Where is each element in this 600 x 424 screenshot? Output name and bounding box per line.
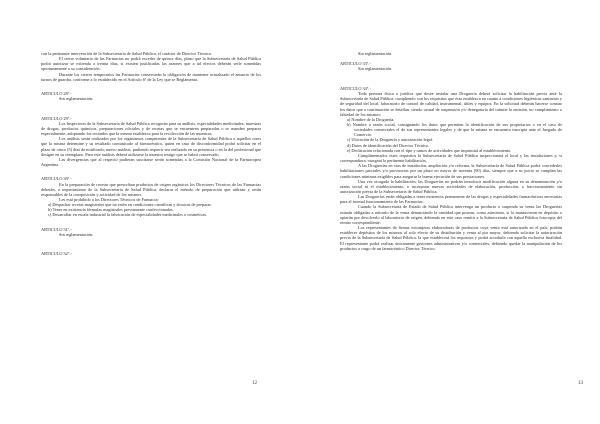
spacer (41, 242, 261, 247)
article-heading: ARTICULO 34º.- (340, 85, 371, 91)
paragraph: Durante los cierres temporarios las Farmacias conservarán la obligación de mantener actualizado el anuncio de los turnos de guardia, conforme a lo establecido en el Artículo 6º de la Ley que se Reglamenta. (41, 71, 261, 82)
spacer (41, 107, 261, 112)
article-heading: ARTICULO 28º.- (41, 91, 72, 97)
paragraph: Cuando la Subsecretaría de Estado de Salud Pública intervenga un producto o suspenda su venta las Droguerías estarán obligadas a retirarlo de la venta denunciando la cantidad que posean, como asimismo, si lo mantuvieran en depósito o optarán por devolverlo al laboratorio de origen, debiendo en este caso remitir a la Subsecretaría de Salud Pública fotocopia del remito correspondiente. (340, 204, 562, 225)
paragraph: Una vez otorgada la habilitación, las Droguerías no podrán introducir modificación alguna en su denominación y/o razón social ni el establecimiento, o incorporar nuevas actividades de elaboración, producción, o fraccionamiento sin autorización previa de la Subsecretaría de Salud Pública. (340, 178, 562, 195)
paragraph: Toda persona física o jurídica que desee instalar una Droguería deberá solicitar la habilitación previa ante la Subsecretaría de Salud Pública, cumpliendo con los requisitos que ésta establezca en cuanto a condiciones higiénicas sanitarias y de seguridad del local, laboratorio de control de calidad, instrumental, útiles y equipos. En la solicitud deberán hacerse constar los datos que a continuación se detallan, siendo causal de suspensión y/o denegatoria del trámite la omisión, no cumplimiento o falsedad de los mismos: (340, 91, 562, 117)
paragraph: Cumplimentados estos requisitos la Subsecretaría de Salud Pública inspeccionará el local y las instalaciones y, si correspondiera, otorgará la pertinente habilitación. (340, 152, 562, 164)
spacer (340, 77, 562, 82)
paragraph: Las Droguerías están obligadas a tener existencia permanente de las drogas y especialidades farmacéuticas necesarias para el normal funcionamiento de las Farmacias. (340, 194, 562, 205)
paragraph: ARTICULO 33º.- (340, 61, 371, 67)
right-page-text-column (340, 51, 562, 251)
no-regulation-note: Sin reglamentación. (59, 231, 94, 237)
list-item: a) Nombre de la Droguería. (347, 116, 395, 122)
paragraph: con la pertinente intervención de la Subsecretaría de Salud Pública, el carácter de Director Técnico. (41, 51, 213, 56)
list-item: b) Tener en existencia fórmulas magistrales previamente confeccionadas. (48, 207, 174, 213)
paragraph: En la preparación de recetas que prescriban productos de origen orgánicos los Directores Técnicos de las Farmacias deberán, a requerimiento de la Subsecretaría de Salud Pública, declarar el método de preparación que utilizan y serán responsables de la composición y actividad de los mismos. (41, 181, 261, 197)
no-regulation-note: Sin reglamentación. (358, 66, 393, 72)
paragraph: El cierre voluntario de las Farmacias no podrá exceder de quince días, plazo que la Subsecretaría de Salud Pública podrá autorizar se extienda a treinta días, si existen justificadas las razones que a tal efectos deberán serle sometidas oportunamente a su consideración. (41, 56, 261, 72)
paragraph: Los Inspectores de la Subsecretaría de Salud Pública recogerán para su análisis, especialidades medicinales, muestras de drogas, productos químicos, preparaciones oficiales y de recetas que se encuentren preparadas o se manden preparar especialmente, adoptando los recaudos que la misma establezca para la recolección de las muestras. (41, 120, 261, 137)
left-page-number: 12 (252, 381, 257, 386)
article-heading: ARTICULO 30º.- (41, 176, 72, 182)
paragraph: Los análisis serán realizados por los organismos competentes de la Subsecretaría de Salud Pública o aquellos otros que la misma determine y su resultado comunicado al farmacéutico, quien en caso de disconformidad podrá solicitar en el plazo de cinco (5) días de notificado; nuevo análisis, pudiendo requerir sea realizado en su presencia o en la del profesional que designe en su reemplazo. Para este análisis deberá utilizarse la muestra testigo que se habrá conservado. (41, 136, 261, 157)
spacer (41, 218, 261, 223)
paragraph: A las Droguerías en vías de instalación, ampliación y/o reforma, la Subsecretaría de Salud Pública podrá concederles habilitaciones parciales y/o provisorias por un plazo no mayor de noventa (90) días, siempre que a su juicio se cumplan las condiciones mínimas exigibles para asegurar la buena ejecución de sus prestaciones. (340, 163, 562, 179)
list-item: c) Desarrollar en escala industrial la fabricación de especialidades medicinales o cosméticas. (48, 212, 208, 218)
list-item: e) Declaración relacionada con el tipo y ramos de actividades que imprimirá al establecimiento. (347, 147, 512, 153)
article-heading: ARTICULO 29º.- (41, 115, 72, 121)
paragraph: Les está prohibido a los Directores Técnicos de Farmacia: (59, 197, 159, 202)
right-page-number: 13 (578, 381, 583, 386)
left-page-text-column (41, 51, 261, 257)
paragraph: Las divergencias que al respecto pudieran suscitarse serán sometidas a la Comisión Nacional de la Farmacopea Argentina. (41, 156, 261, 168)
list-item: c) Ubicación de la Droguería y autorización legal. (347, 137, 433, 143)
list-item: a) Despachar recetas magistrales que no estén en condiciones científicas y técnicas de preparar. (48, 202, 212, 208)
article-heading: ARTICULO 31º.- (41, 226, 72, 232)
no-regulation-note: Sin reglamentación. (358, 51, 393, 56)
spacer (41, 167, 261, 172)
right-page (300, 0, 600, 424)
no-regulation-note: Sin reglamentación. (59, 96, 94, 102)
paragraph: Los representantes de firmas extranjeras elaboradoras de productos cuya venta está autorizada en el país, podrán establecer depósitos de los mismos al solo efecto de su distribución y venta al por mayor, debiendo solicitar la autorización previa de la Subsecretaría de Salud Pública, la que establecerá los requisitos y podrá acordarla con aquella exclusiva finalidad. El representante podrá realizar únicamente gestiones administrativas y/o comerciales, debiendo quedar la manipulación de los productos a cargo de un farmacéutico Director Técnico. (340, 225, 562, 251)
spacer (41, 82, 261, 87)
list-item: d) Datos de identificación del Director Técnico. (347, 142, 430, 148)
list-item: b) Nombre o razón social, consignando los datos que permiten la identificación de sus propietarios o en el caso de sociedades comerciales el de sus representantes legales y de que la misma se encuentra inscripta ante el Juzgado de Comercio. (347, 121, 562, 138)
article-heading: ARTICULO 32º.- (41, 251, 72, 257)
